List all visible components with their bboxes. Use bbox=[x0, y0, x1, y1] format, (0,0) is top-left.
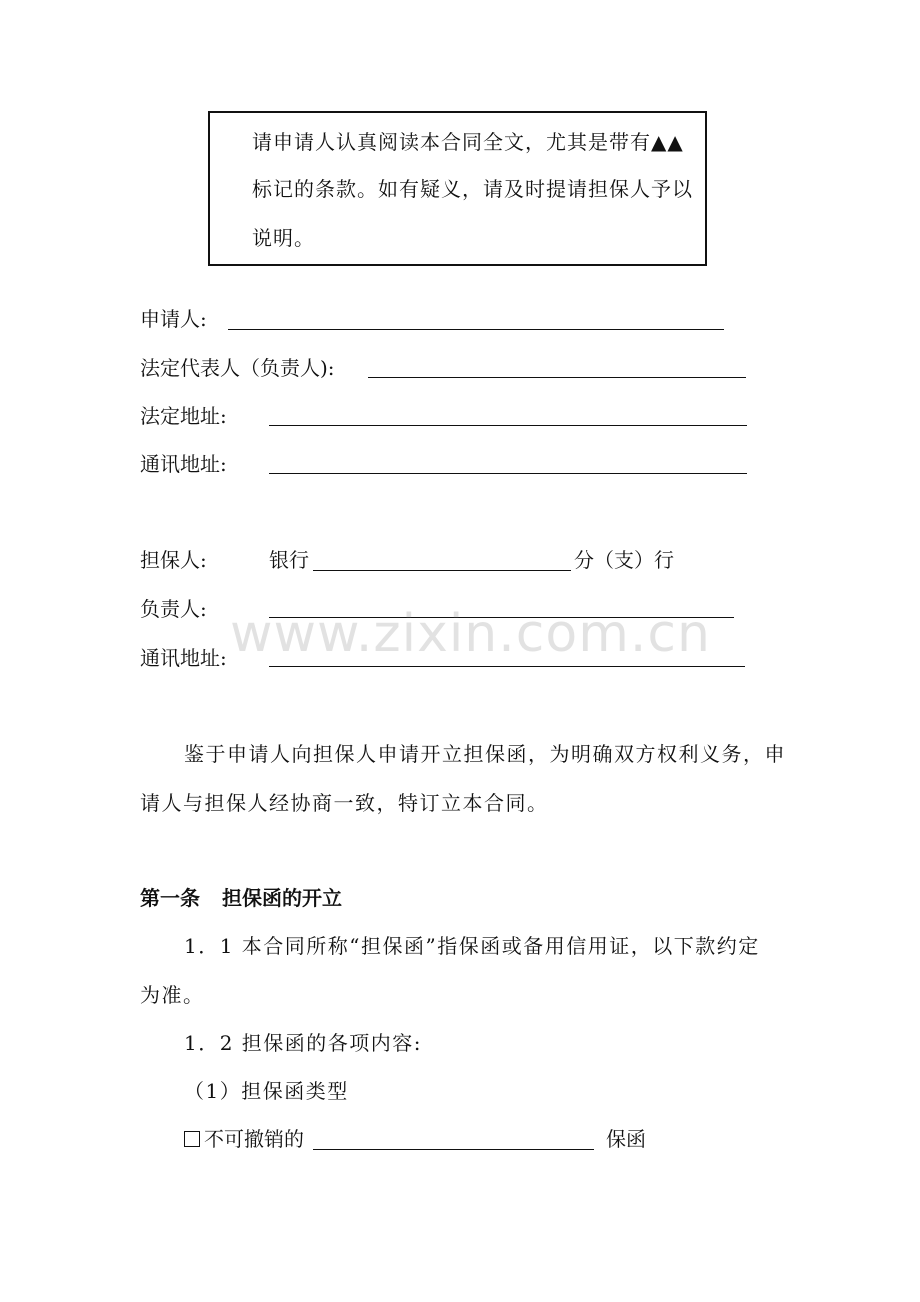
guarantor-mail-address-field[interactable] bbox=[269, 666, 745, 667]
applicant-name-label: 申请人: bbox=[140, 307, 207, 331]
legal-address-field[interactable] bbox=[269, 425, 747, 426]
article-1-heading bbox=[140, 886, 342, 910]
notice-line-2: 标记的条款。如有疑义，请及时提请担保人予以 bbox=[252, 177, 693, 201]
applicant-mail-address-label: 通讯地址: bbox=[140, 452, 227, 476]
guarantee-type-field[interactable] bbox=[313, 1149, 594, 1150]
item-1-guarantee-type: （1）担保函类型 bbox=[184, 1079, 349, 1103]
notice-box bbox=[208, 111, 707, 266]
preamble-line-1: 鉴于申请人向担保人申请开立担保函，为明确双方权利义务，申 bbox=[184, 742, 786, 766]
guarantee-suffix: 保函 bbox=[606, 1127, 646, 1151]
branch-suffix: 分（支）行 bbox=[574, 548, 674, 572]
guarantor-person-label: 负责人: bbox=[140, 597, 207, 621]
guarantor-mail-address-label: 通讯地址: bbox=[140, 646, 227, 670]
bank-name-field[interactable] bbox=[313, 570, 571, 571]
article-1-number: 第一条 bbox=[140, 886, 200, 910]
applicant-name-field[interactable] bbox=[228, 329, 724, 330]
irrevocable-checkbox[interactable] bbox=[184, 1131, 200, 1147]
legal-address-label: 法定地址: bbox=[140, 404, 227, 428]
article-1-title: 担保函的开立 bbox=[222, 886, 342, 910]
guarantor-label: 担保人: bbox=[140, 548, 207, 572]
irrevocable-label: 不可撤销的 bbox=[204, 1127, 304, 1151]
preamble-line-2: 请人与担保人经协商一致，特订立本合同。 bbox=[140, 791, 549, 815]
applicant-mail-address-field[interactable] bbox=[269, 473, 747, 474]
clause-1-1-line-2: 为准。 bbox=[140, 983, 205, 1007]
notice-line-3: 说明。 bbox=[252, 226, 315, 250]
legal-representative-label: 法定代表人（负责人): bbox=[140, 356, 335, 380]
irrevocable-option bbox=[184, 1127, 304, 1151]
watermark: www.zixin.com.cn bbox=[230, 604, 711, 664]
legal-representative-field[interactable] bbox=[368, 377, 746, 378]
clause-1-1-line-1: 1．1 本合同所称“担保函”指保函或备用信用证，以下款约定 bbox=[184, 934, 760, 958]
bank-prefix: 银行 bbox=[269, 548, 309, 572]
notice-line-1: 请申请人认真阅读本合同全文，尤其是带有▲▲ bbox=[252, 130, 684, 154]
clause-1-2: 1．2 担保函的各项内容: bbox=[184, 1031, 423, 1055]
